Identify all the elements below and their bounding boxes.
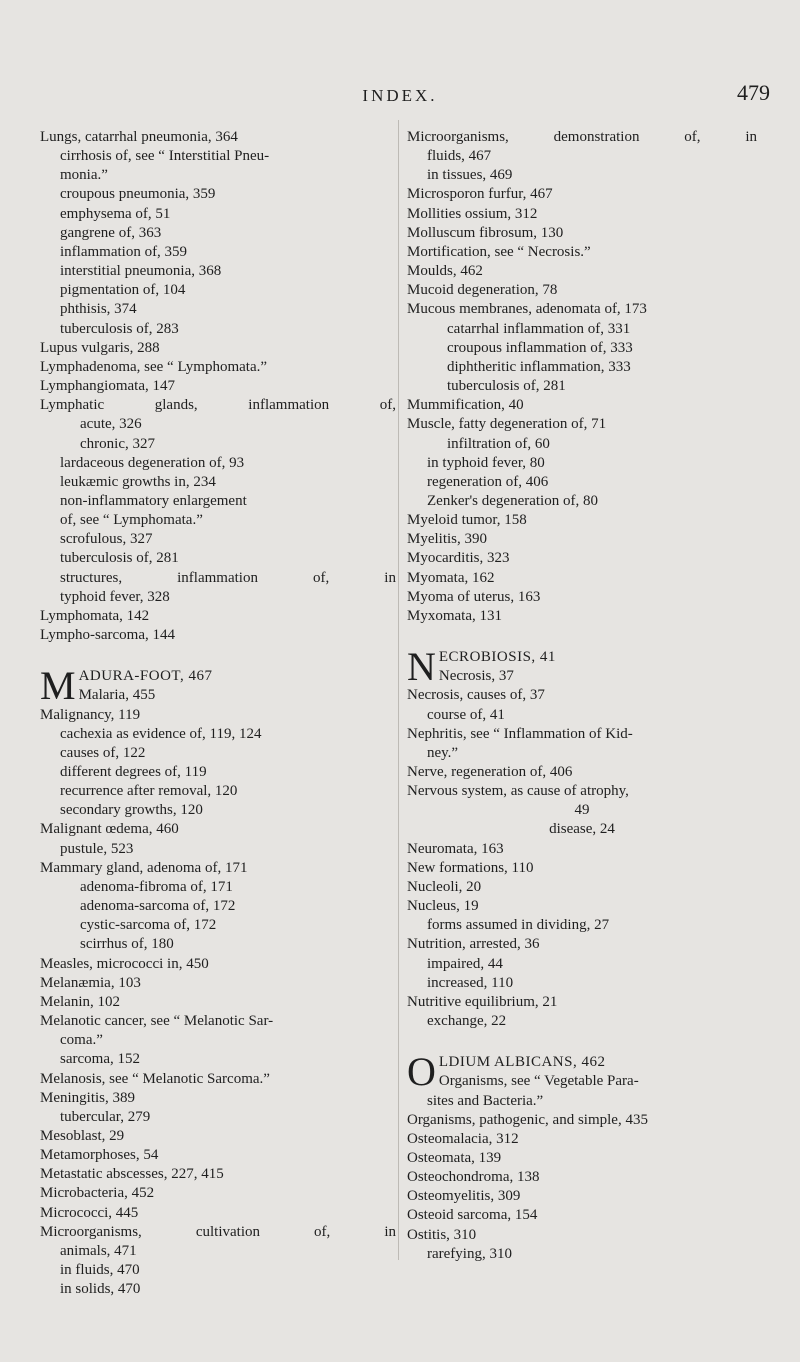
index-entry: adenoma-sarcoma of, 172 bbox=[80, 898, 236, 915]
index-entry: Mortification, see “ Necrosis.” bbox=[407, 243, 591, 260]
index-entry: emphysema of, 51 bbox=[60, 205, 171, 222]
index-entry: Osteoid sarcoma, 154 bbox=[407, 1207, 538, 1224]
index-entry: regeneration of, 406 bbox=[427, 473, 549, 490]
index-entry: Metastatic abscesses, 227, 415 bbox=[40, 1166, 224, 1183]
index-entry: croupous inflammation of, 333 bbox=[447, 339, 633, 356]
index-entry: Necrosis, causes of, 37 bbox=[407, 687, 545, 704]
index-entry: Myxomata, 131 bbox=[407, 607, 502, 624]
index-entry: tubercular, 279 bbox=[60, 1108, 151, 1125]
index-entry: Lympho-sarcoma, 144 bbox=[40, 627, 175, 644]
index-entry: of, see “ Lymphomata.” bbox=[60, 512, 203, 529]
index-entry: Nutritive equilibrium, 21 bbox=[407, 993, 558, 1010]
index-entry: forms assumed in dividing, 27 bbox=[427, 917, 610, 934]
index-entry: ney.” bbox=[427, 744, 459, 761]
index-entry: pustule, 523 bbox=[60, 840, 134, 857]
index-entry: acute, 326 bbox=[80, 416, 142, 433]
index-entry: Mucous membranes, adenomata of, 173 bbox=[407, 301, 647, 318]
index-entry: Nerve, regeneration of, 406 bbox=[407, 764, 573, 780]
index-entry: croupous pneumonia, 359 bbox=[60, 186, 216, 203]
index-entry: adenoma-fibroma of, 171 bbox=[80, 878, 233, 895]
index-entry: Myocarditis, 323 bbox=[407, 550, 510, 567]
index-entry: recurrence after removal, 120 bbox=[60, 783, 238, 800]
index-entry: Muscle, fatty degeneration of, 71 bbox=[407, 416, 607, 433]
index-entry: Osteomyelitis, 309 bbox=[407, 1188, 521, 1205]
index-entry: New formations, 110 bbox=[407, 859, 534, 876]
drop-cap-n: N bbox=[407, 644, 436, 690]
index-entry: Lymphatic glands, inflammation of, bbox=[40, 397, 396, 414]
index-entry: Organisms, pathogenic, and simple, 435 bbox=[407, 1111, 648, 1128]
index-entry: animals, 471 bbox=[60, 1242, 137, 1259]
index-entry: cirrhosis of, see “ Interstitial Pneu- bbox=[60, 148, 270, 165]
index-entry: LDIUM ALBICANS, 462 bbox=[438, 1054, 606, 1071]
index-entry: Lymphadenoma, see “ Lymphomata.” bbox=[40, 358, 268, 375]
index-entry: Malaria, 455 bbox=[78, 687, 156, 704]
index-entry: increased, 110 bbox=[427, 974, 514, 991]
index-entry: fluids, 467 bbox=[427, 148, 492, 165]
index-entry: in solids, 470 bbox=[60, 1281, 141, 1298]
index-entry: Microorganisms, cultivation of, in bbox=[40, 1223, 396, 1240]
index-entry: tuberculosis of, 281 bbox=[447, 378, 566, 395]
index-entry: Myoma of uterus, 163 bbox=[407, 588, 541, 605]
index-entry: sarcoma, 152 bbox=[60, 1051, 140, 1068]
index-entry: exchange, 22 bbox=[427, 1013, 507, 1030]
index-entry: inflammation of, 359 bbox=[60, 243, 188, 260]
page-number: 479 bbox=[737, 80, 770, 105]
index-entry: Organisms, see “ Vegetable Para- bbox=[438, 1073, 639, 1090]
index-entry: Microbacteria, 452 bbox=[40, 1185, 155, 1202]
drop-cap-m: M bbox=[40, 663, 76, 709]
section-n bbox=[407, 644, 757, 1031]
index-entry: Moulds, 462 bbox=[407, 263, 483, 280]
column-divider bbox=[398, 120, 399, 1260]
index-entry: non-inflammatory enlargement bbox=[60, 492, 247, 509]
index-entry: Melanotic cancer, see “ Melanotic Sar- bbox=[40, 1013, 274, 1030]
index-entry: Molluscum fibrosum, 130 bbox=[407, 224, 564, 241]
index-entry: Lungs, catarrhal pneumonia, 364 bbox=[40, 129, 238, 145]
index-entry: Neuromata, 163 bbox=[407, 840, 504, 857]
index-entry: impaired, 44 bbox=[427, 955, 503, 972]
index-entry: monia.” bbox=[60, 167, 108, 184]
index-entry: in fluids, 470 bbox=[60, 1262, 140, 1279]
index-entry: sites and Bacteria.” bbox=[427, 1092, 544, 1109]
index-entry: phthisis, 374 bbox=[60, 301, 137, 318]
index-entry: course of, 41 bbox=[427, 706, 505, 723]
index-entry: Melanæmia, 103 bbox=[40, 974, 141, 991]
index-entry: Metamorphoses, 54 bbox=[40, 1147, 159, 1164]
index-entry: Measles, micrococci in, 450 bbox=[40, 955, 209, 972]
index-entry: Ostitis, 310 bbox=[407, 1226, 477, 1243]
index-entry: Myeloid tumor, 158 bbox=[407, 512, 527, 529]
index-entry: diphtheritic inflammation, 333 bbox=[447, 358, 631, 375]
index-entry: ECROBIOSIS, 41 bbox=[438, 649, 556, 666]
index-entry: Zenker's degeneration of, 80 bbox=[427, 492, 598, 509]
index-entry: scirrhus of, 180 bbox=[80, 936, 174, 953]
index-entry: 49 bbox=[574, 802, 590, 819]
index-entry: Osteomata, 139 bbox=[407, 1149, 502, 1166]
index-entry: secondary growths, 120 bbox=[60, 802, 203, 819]
index-entry: tuberculosis of, 281 bbox=[60, 550, 179, 567]
drop-cap-o: O bbox=[407, 1049, 436, 1095]
index-entry: infiltration of, 60 bbox=[447, 435, 550, 452]
section-m bbox=[40, 663, 396, 1299]
index-entry: Lupus vulgaris, 288 bbox=[40, 339, 160, 356]
index-entry: in typhoid fever, 80 bbox=[427, 454, 545, 471]
index-entry: scrofulous, 327 bbox=[60, 531, 153, 548]
index-entry: Lymphangiomata, 147 bbox=[40, 378, 175, 395]
index-entry: Microsporon furfur, 467 bbox=[407, 186, 553, 203]
index-entry: chronic, 327 bbox=[80, 435, 155, 452]
index-entry: causes of, 122 bbox=[60, 744, 146, 761]
index-entry: Melanosis, see “ Melanotic Sarcoma.” bbox=[40, 1070, 270, 1087]
index-entry: Necrosis, 37 bbox=[438, 668, 514, 685]
index-entry: leukæmic growths in, 234 bbox=[60, 473, 216, 490]
index-entry: Micrococci, 445 bbox=[40, 1204, 139, 1221]
index-entry: Osteochondroma, 138 bbox=[407, 1169, 540, 1186]
index-entry: Mesoblast, 29 bbox=[40, 1127, 125, 1144]
index-entry: Osteomalacia, 312 bbox=[407, 1130, 519, 1147]
section-l bbox=[40, 128, 396, 645]
index-entry: pigmentation of, 104 bbox=[60, 282, 186, 299]
index-entry: lardaceous degeneration of, 93 bbox=[60, 454, 245, 471]
index-entry: tuberculosis of, 283 bbox=[60, 320, 179, 337]
index-entry: Myelitis, 390 bbox=[407, 531, 488, 548]
index-entry: coma.” bbox=[60, 1032, 103, 1049]
index-entry: cystic-sarcoma of, 172 bbox=[80, 917, 217, 934]
index-column-left bbox=[40, 128, 396, 1299]
section-o bbox=[407, 1049, 757, 1264]
page-header-title: INDEX. bbox=[362, 86, 438, 105]
index-entry: different degrees of, 119 bbox=[60, 764, 207, 780]
index-entry: Mammary gland, adenoma of, 171 bbox=[40, 859, 248, 876]
index-entry: structures, inflammation of, in bbox=[60, 569, 396, 586]
index-entry: typhoid fever, 328 bbox=[60, 588, 170, 605]
index-entry: Microorganisms, demonstration of, in bbox=[407, 129, 757, 145]
index-entry: catarrhal inflammation of, 331 bbox=[447, 320, 631, 337]
index-entry: Lymphomata, 142 bbox=[40, 607, 150, 624]
index-entry: Malignancy, 119 bbox=[40, 706, 141, 723]
index-entry: Meningitis, 389 bbox=[40, 1089, 136, 1106]
index-entry: rarefying, 310 bbox=[427, 1245, 512, 1262]
index-entry: Mummification, 40 bbox=[407, 397, 524, 414]
index-entry: Melanin, 102 bbox=[40, 993, 120, 1010]
index-entry: ADURA-FOOT, 467 bbox=[78, 668, 213, 685]
index-entry: Nervous system, as cause of atrophy, bbox=[407, 783, 629, 800]
index-entry: Nephritis, see “ Inflammation of Kid- bbox=[407, 725, 633, 742]
index-entry: gangrene of, 363 bbox=[60, 224, 162, 241]
section-m-continued bbox=[407, 128, 757, 626]
index-entry: Nutrition, arrested, 36 bbox=[407, 936, 540, 953]
index-entry: disease, 24 bbox=[549, 821, 615, 838]
index-entry: Mucoid degeneration, 78 bbox=[407, 282, 558, 299]
index-entry: Malignant œdema, 460 bbox=[40, 821, 179, 838]
index-column-right bbox=[407, 128, 757, 1264]
index-entry: interstitial pneumonia, 368 bbox=[60, 263, 222, 280]
index-entry: Nucleoli, 20 bbox=[407, 878, 482, 895]
index-entry: in tissues, 469 bbox=[427, 167, 513, 184]
index-entry: Myomata, 162 bbox=[407, 569, 495, 586]
index-entry: Nucleus, 19 bbox=[407, 898, 479, 915]
index-entry: Mollities ossium, 312 bbox=[407, 205, 538, 222]
index-entry: cachexia as evidence of, 119, 124 bbox=[60, 725, 262, 742]
